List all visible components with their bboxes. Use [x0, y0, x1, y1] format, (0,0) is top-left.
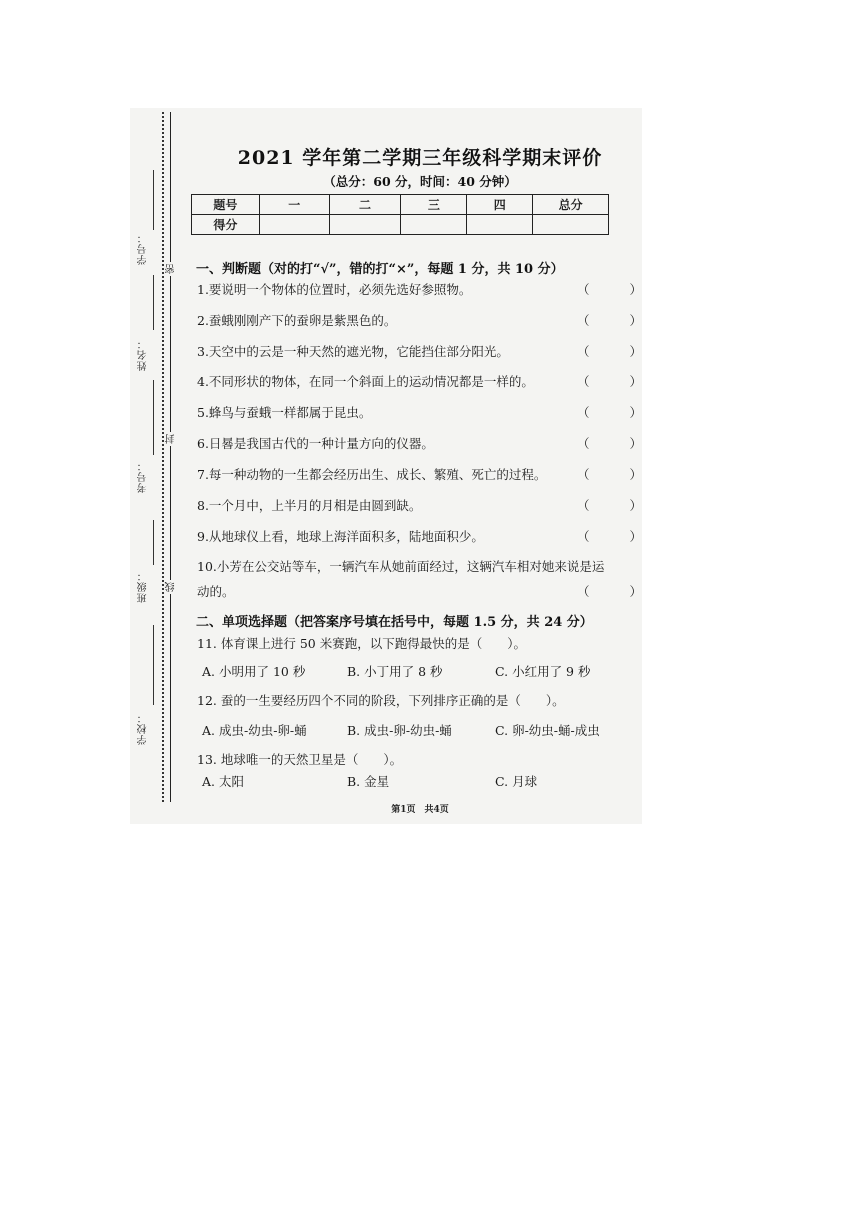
- score-header-cell: 四: [467, 195, 533, 215]
- section-1-heading: 一、判断题（对的打“√”，错的打“×”，每题 1 分，共 10 分）: [196, 262, 564, 277]
- answer-blank[interactable]: （ ）: [577, 436, 660, 451]
- student-no-label: 学号：: [138, 232, 149, 265]
- score-row-label: 得分: [192, 215, 260, 235]
- judgement-question-10-line1: 10.小芳在公交站等车，一辆汽车从她前面经过，这辆汽车相对她来说是运: [197, 559, 605, 574]
- judgement-question: [197, 465, 660, 483]
- answer-blank[interactable]: （ ）: [577, 529, 660, 544]
- judgement-question: [197, 496, 660, 514]
- choice-question-11: 11. 体育课上进行 50 米赛跑，以下跑得最快的是（ ）。: [197, 636, 526, 651]
- seal-mi: 密: [166, 264, 177, 274]
- choice-question-12: 12. 蚕的一生要经历四个不同的阶段，下列排序正确的是（ ）。: [197, 693, 565, 708]
- seal-xian: 线: [166, 582, 177, 592]
- option-b: B. 小丁用了 8 秒: [347, 664, 443, 679]
- choice-options-12: [202, 721, 600, 739]
- option-c: C. 卵-幼虫-蛹-成虫: [495, 723, 600, 738]
- question-text: 5.蜂鸟与蚕蛾一样都属于昆虫。: [197, 405, 372, 420]
- score-input-cell[interactable]: [259, 215, 329, 235]
- judgement-question: [197, 434, 660, 452]
- exam-subtitle: （总分：60 分，时间：40 分钟）: [323, 174, 517, 189]
- judgement-question: [197, 372, 660, 390]
- answer-blank[interactable]: （ ）: [577, 584, 660, 599]
- question-text: 6.日晷是我国古代的一种计量方向的仪器。: [197, 436, 434, 451]
- answer-blank[interactable]: （ ）: [577, 405, 660, 420]
- school-underline: [153, 625, 154, 705]
- question-text: 动的。: [197, 584, 235, 599]
- answer-blank[interactable]: （ ）: [577, 498, 660, 513]
- score-input-cell[interactable]: [401, 215, 467, 235]
- question-text: 7.每一种动物的一生都会经历出生、成长、繁殖、死亡的过程。: [197, 467, 547, 482]
- student-no-underline: [153, 170, 154, 230]
- binding-solid-line: [170, 112, 171, 802]
- score-header-cell: 题号: [192, 195, 260, 215]
- exam-no-underline: [153, 380, 154, 455]
- question-text: 4.不同形状的物体，在同一个斜面上的运动情况都是一样的。: [197, 374, 534, 389]
- choice-question-13: 13. 地球唯一的天然卫星是（ ）。: [197, 752, 403, 767]
- answer-blank[interactable]: （ ）: [577, 344, 660, 359]
- answer-blank[interactable]: （ ）: [577, 374, 660, 389]
- choice-options-11: [202, 662, 590, 680]
- score-header-cell: 三: [401, 195, 467, 215]
- judgement-question: [197, 527, 660, 545]
- judgement-question: [197, 311, 660, 329]
- page-footer: 第1页 共4页: [391, 805, 449, 815]
- score-table: [191, 194, 609, 235]
- exam-title: 2021 学年第二学期三年级科学期末评价: [237, 147, 603, 169]
- score-header-cell: 一: [259, 195, 329, 215]
- question-text: 9.从地球仪上看，地球上海洋面积多，陆地面积少。: [197, 529, 484, 544]
- score-input-cell[interactable]: [329, 215, 401, 235]
- score-table-score-row: [192, 215, 609, 235]
- question-text: 1.要说明一个物体的位置时，必须先选好参照物。: [197, 282, 472, 297]
- section-2-heading: 二、单项选择题（把答案序号填在括号中，每题 1.5 分，共 24 分）: [196, 615, 593, 630]
- question-text: 2.蚕蛾刚刚产下的蚕卵是紫黑色的。: [197, 313, 397, 328]
- score-table-header-row: [192, 195, 609, 215]
- judgement-question: [197, 403, 660, 421]
- judgement-question-10-line2: [197, 582, 660, 600]
- option-b: B. 金星: [347, 774, 390, 789]
- score-header-cell: 二: [329, 195, 401, 215]
- option-c: C. 月球: [495, 774, 538, 789]
- judgement-question: [197, 342, 660, 360]
- option-a: A. 太阳: [202, 774, 244, 789]
- answer-blank[interactable]: （ ）: [577, 313, 660, 328]
- option-a: A. 小明用了 10 秒: [202, 664, 306, 679]
- name-underline: [153, 275, 154, 330]
- school-label: 学校：: [138, 712, 149, 745]
- binding-dotted-line: [162, 112, 164, 802]
- question-text: 8.一个月中，上半月的月相是由圆到缺。: [197, 498, 422, 513]
- option-b: B. 成虫-卵-幼虫-蛹: [347, 723, 452, 738]
- judgement-question: [197, 280, 660, 298]
- answer-blank[interactable]: （ ）: [577, 467, 660, 482]
- score-header-cell: 总分: [533, 195, 609, 215]
- option-a: A. 成虫-幼虫-卵-蛹: [202, 723, 307, 738]
- question-text: 3.天空中的云是一种天然的遮光物，它能挡住部分阳光。: [197, 344, 509, 359]
- class-underline: [153, 520, 154, 565]
- seal-feng: 封: [166, 434, 177, 444]
- exam-no-label: 考号：: [138, 460, 149, 493]
- score-input-cell[interactable]: [467, 215, 533, 235]
- name-label: 姓名：: [138, 338, 149, 371]
- option-c: C. 小红用了 9 秒: [495, 664, 591, 679]
- score-input-cell[interactable]: [533, 215, 609, 235]
- answer-blank[interactable]: （ ）: [577, 282, 660, 297]
- class-label: 班级：: [138, 570, 149, 603]
- choice-options-13: [202, 772, 537, 790]
